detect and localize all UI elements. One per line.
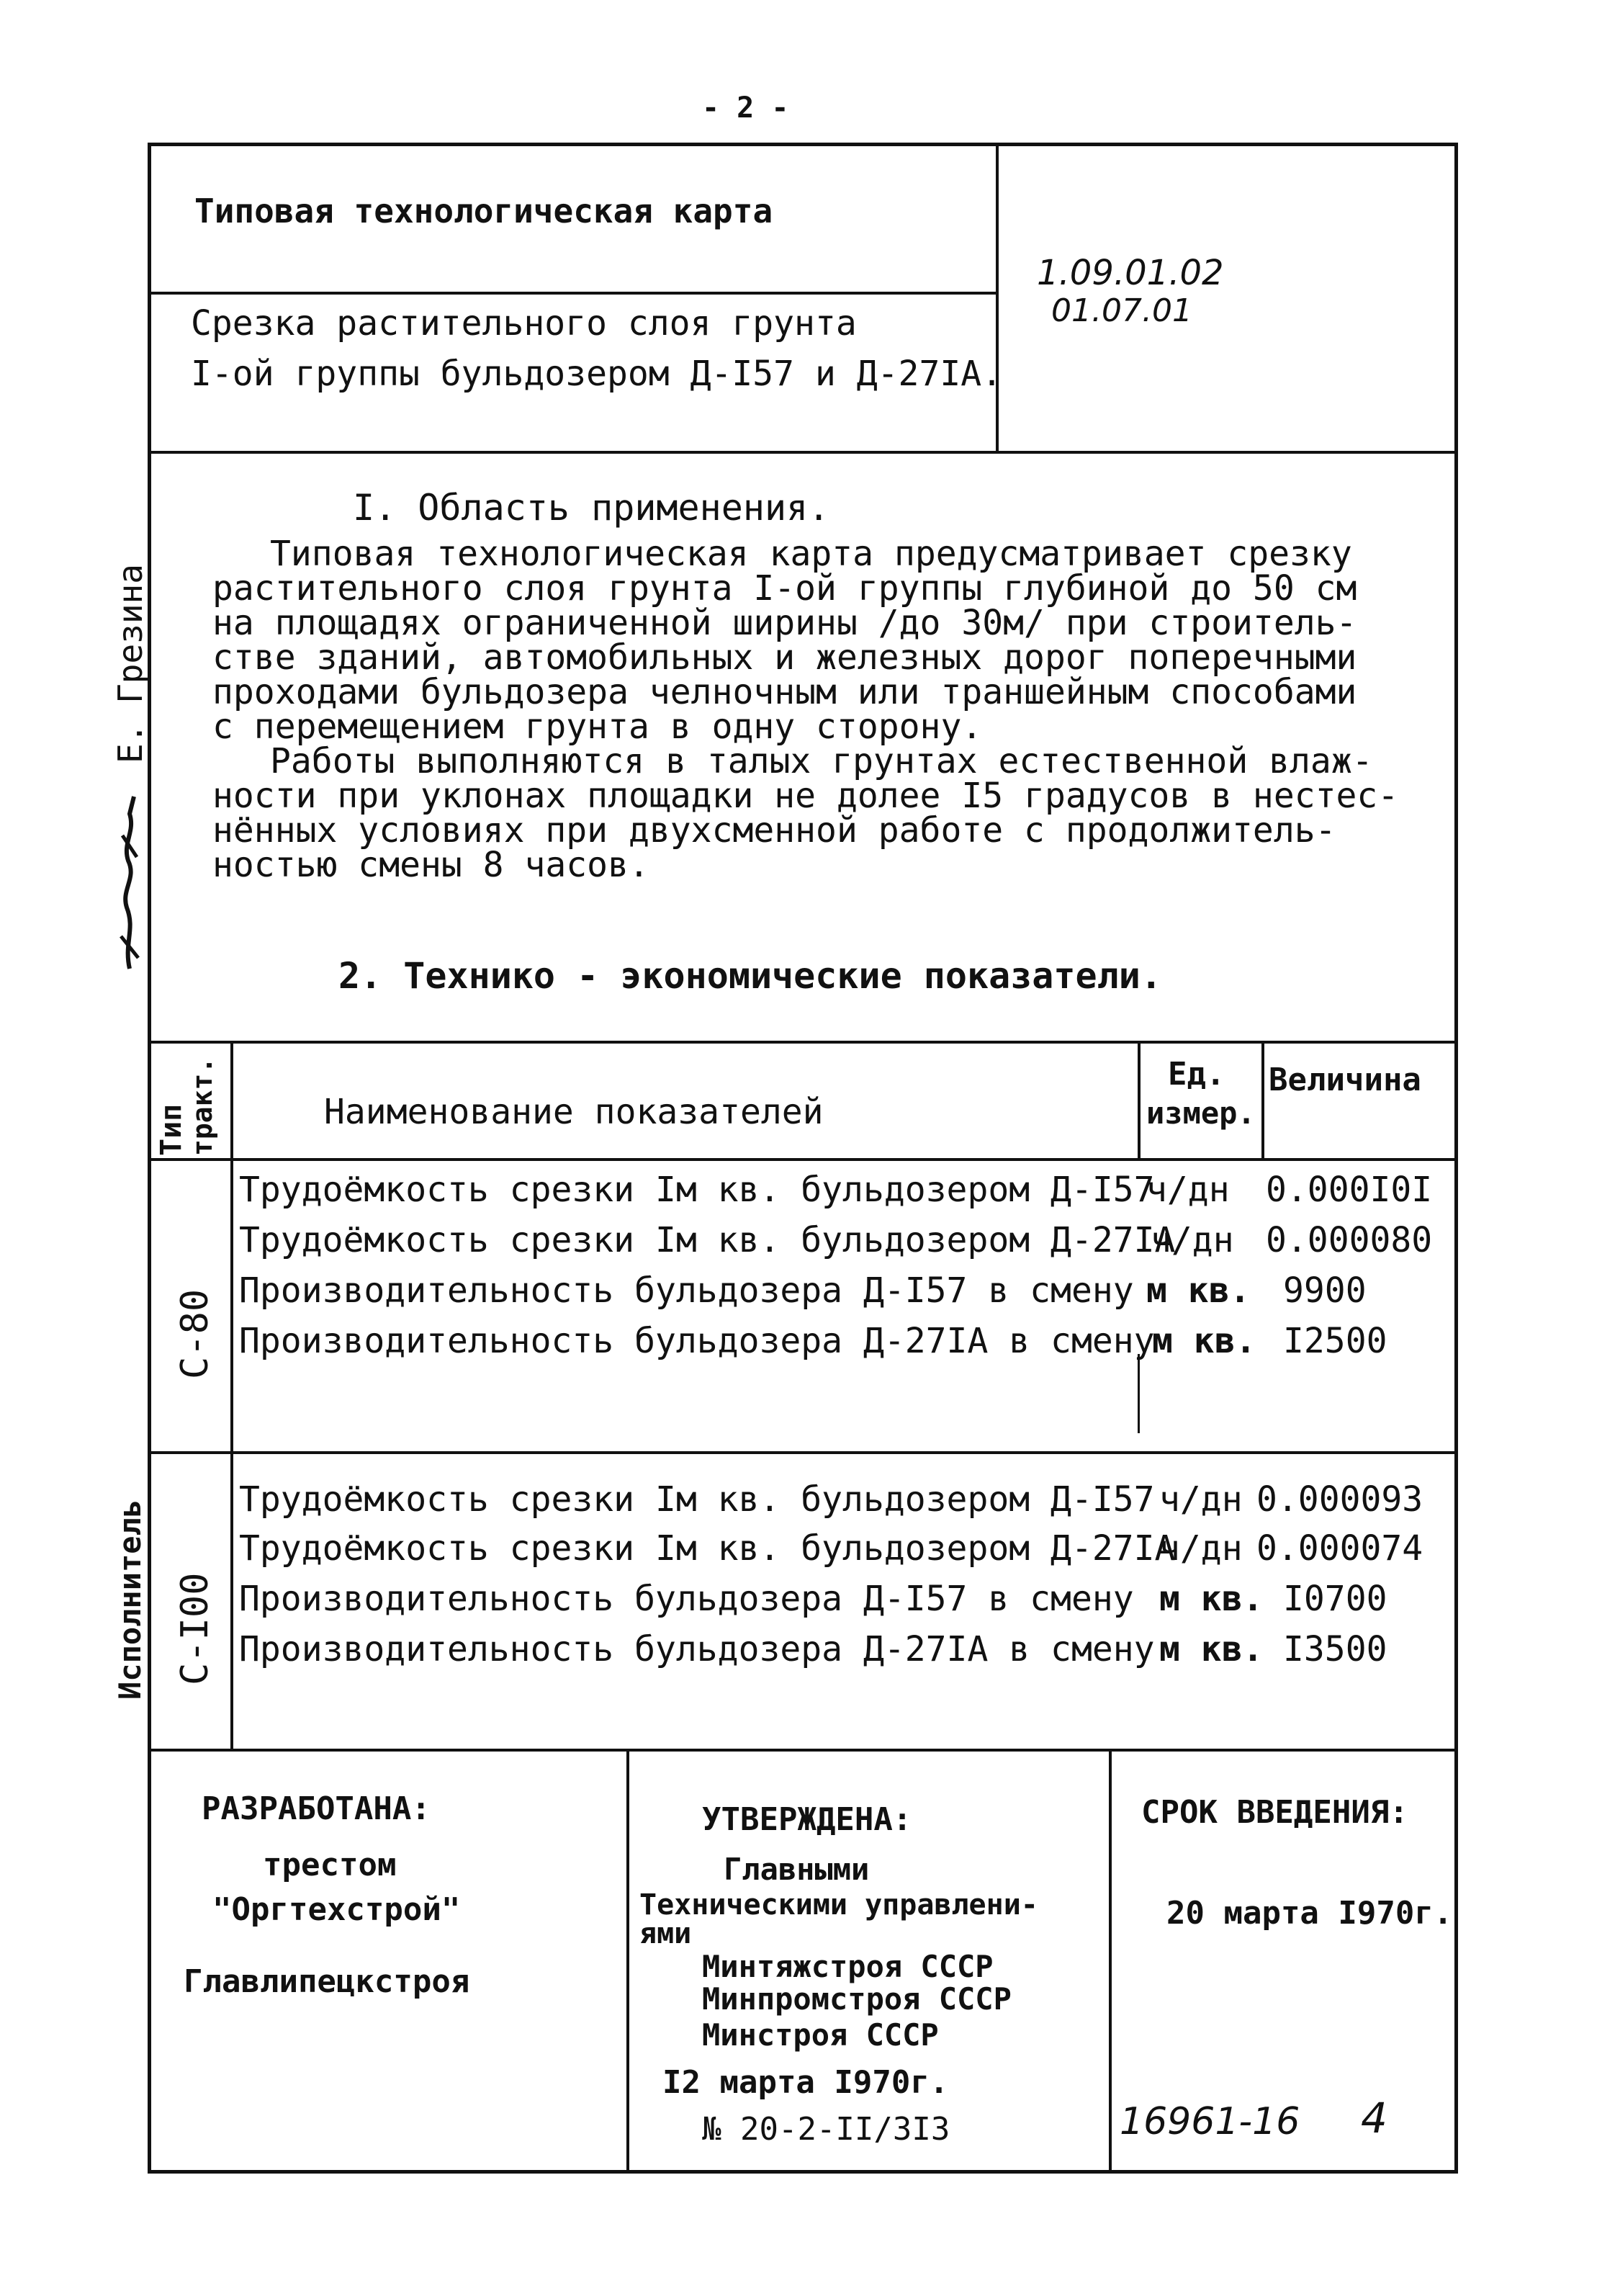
table-row-value: 0.000093 xyxy=(1256,1479,1423,1520)
section2-heading: 2. Технико - экономические показатели. xyxy=(338,955,1162,997)
author-signature xyxy=(117,792,141,972)
section1-line: ностью смены 8 часов. xyxy=(212,845,649,885)
section1-line: Работы выполняются в талых грунтах естественной влаж- xyxy=(270,741,1373,781)
header-column-divider xyxy=(996,143,999,452)
approved-line-5: Минпромстроя СССР xyxy=(702,1981,1012,2017)
developed-line-1: трестом xyxy=(263,1847,397,1883)
approved-label: УТВЕРЖДЕНА: xyxy=(702,1801,912,1838)
developed-label: РАЗРАБОТАНА: xyxy=(202,1790,431,1827)
approved-line-3: ями xyxy=(639,1917,692,1950)
executor-label: Исполнитель xyxy=(112,1499,148,1700)
table-row-value: 0.000080 xyxy=(1266,1220,1433,1260)
table-row-name: Трудоёмкость срезки Iм кв. бульдозером Д-I57 xyxy=(239,1479,1155,1520)
col-header-unit-2: измер. xyxy=(1146,1095,1256,1131)
table-row-unit: м кв. xyxy=(1152,1321,1256,1361)
table-row-name: Трудоёмкость срезки Iм кв. бульдозером Д-I57 xyxy=(239,1170,1155,1210)
section1-line: Типовая технологическая карта предусматривает срезку xyxy=(270,534,1352,574)
term-label: СРОК ВВЕДЕНИЯ: xyxy=(1141,1794,1408,1831)
table-row-unit: ч/дн xyxy=(1159,1479,1243,1520)
term-date: 20 марта I970г. xyxy=(1166,1895,1453,1932)
table-group-divider xyxy=(148,1451,1458,1454)
col-header-value: Величина xyxy=(1269,1062,1421,1098)
table-row-name: Трудоёмкость срезки Iм кв. бульдозером Д-27IА xyxy=(239,1528,1176,1569)
code-line-2: 01.07.01 xyxy=(1051,292,1192,329)
approved-line-2: Техническими управлени- xyxy=(639,1888,1038,1921)
footer-col-divider-2 xyxy=(1109,1749,1112,2174)
table-row-unit: м кв. xyxy=(1159,1579,1264,1619)
table-row-name: Производительность бульдозера Д-27IА в смену xyxy=(239,1629,1155,1669)
table-row-value: I3500 xyxy=(1283,1629,1387,1669)
section1-body xyxy=(212,534,1436,885)
developed-line-2: "Оргтехстрой" xyxy=(212,1891,461,1928)
section1-line: нённых условиях при двухсменной работе с продолжитель- xyxy=(212,810,1336,851)
col-header-name: Наименование показателей xyxy=(324,1092,824,1132)
approved-date: I2 марта I970г. xyxy=(662,2064,949,2101)
footer-col-divider-1 xyxy=(626,1749,629,2174)
col-header-type-1: Тип xyxy=(155,1103,188,1156)
table-row-value: I2500 xyxy=(1283,1321,1387,1361)
table-bottom-line xyxy=(148,1749,1458,1752)
col-header-unit-1: Ед. xyxy=(1168,1056,1225,1093)
approved-number: № 20-2-II/3I3 xyxy=(702,2111,950,2148)
table-row-name: Производительность бульдозера Д-I57 в смену xyxy=(239,1270,1134,1311)
table-row-unit: ч/дн xyxy=(1159,1528,1243,1569)
section1-line: с перемещением грунта в одну сторону. xyxy=(212,707,983,747)
section1-line: проходами бульдозера челночным или траншейным способами xyxy=(212,672,1357,712)
approved-line-1: Главными xyxy=(724,1852,870,1887)
table-col-divider-value xyxy=(1261,1041,1264,1161)
section1-heading: I. Область применения. xyxy=(353,487,830,529)
table-row-value: 0.000I0I xyxy=(1266,1170,1433,1210)
table-row-unit: ч/дн xyxy=(1146,1170,1230,1210)
table-col-divider-type xyxy=(230,1041,233,1750)
card-title: Типовая технологическая карта xyxy=(194,192,773,230)
table-col-divider-unit xyxy=(1138,1041,1141,1161)
subject-line-1: Срезка растительного слоя грунта xyxy=(191,303,857,344)
code-line-1: 1.09.01.02 xyxy=(1037,253,1224,293)
table-col-fragment xyxy=(1138,1354,1140,1433)
developed-line-3: Главлипецкстроя xyxy=(184,1963,470,2000)
sheet-number: 4 xyxy=(1361,2094,1387,2143)
table-row-value: I0700 xyxy=(1283,1579,1387,1619)
group-type-c80: С-80 xyxy=(174,1288,217,1379)
table-row-unit: м кв. xyxy=(1146,1270,1251,1311)
approved-line-4: Минтяжстроя СССР xyxy=(702,1949,994,1984)
table-row-unit: ч/дн xyxy=(1151,1220,1234,1260)
section1-line: на площадях ограниченной ширины /до 30м/ при строитель- xyxy=(212,603,1357,643)
table-row-unit: м кв. xyxy=(1159,1629,1264,1669)
approved-line-6: Минстроя СССР xyxy=(702,2017,939,2053)
header-divider xyxy=(148,292,997,295)
section1-line: стве зданий, автомобильных и железных дорог поперечными xyxy=(212,637,1357,678)
group-type-c100: С-I00 xyxy=(174,1572,217,1685)
section1-line: ности при уклонах площадки не долее I5 градусов в нестес- xyxy=(212,776,1399,816)
col-header-type-2: тракт. xyxy=(186,1057,218,1156)
page-number: - 2 - xyxy=(702,91,789,125)
header-bottom-line xyxy=(148,451,1458,454)
subject-line-2: I-ой группы бульдозером Д-I57 и Д-27IА. xyxy=(191,354,1003,394)
author-name: Е. Грезина xyxy=(111,564,150,763)
table-row-value: 9900 xyxy=(1283,1270,1367,1311)
table-row-value: 0.000074 xyxy=(1256,1528,1423,1569)
table-row-name: Производительность бульдозера Д-27IА в смену xyxy=(239,1321,1155,1361)
table-row-name: Трудоёмкость срезки Iм кв. бульдозером Д-27IА xyxy=(239,1220,1176,1260)
table-row-name: Производительность бульдозера Д-I57 в смену xyxy=(239,1579,1134,1619)
registration-stamp: 16961-16 xyxy=(1120,2100,1300,2143)
section1-line: растительного слоя грунта I-ой группы глубиной до 50 см xyxy=(212,568,1357,609)
